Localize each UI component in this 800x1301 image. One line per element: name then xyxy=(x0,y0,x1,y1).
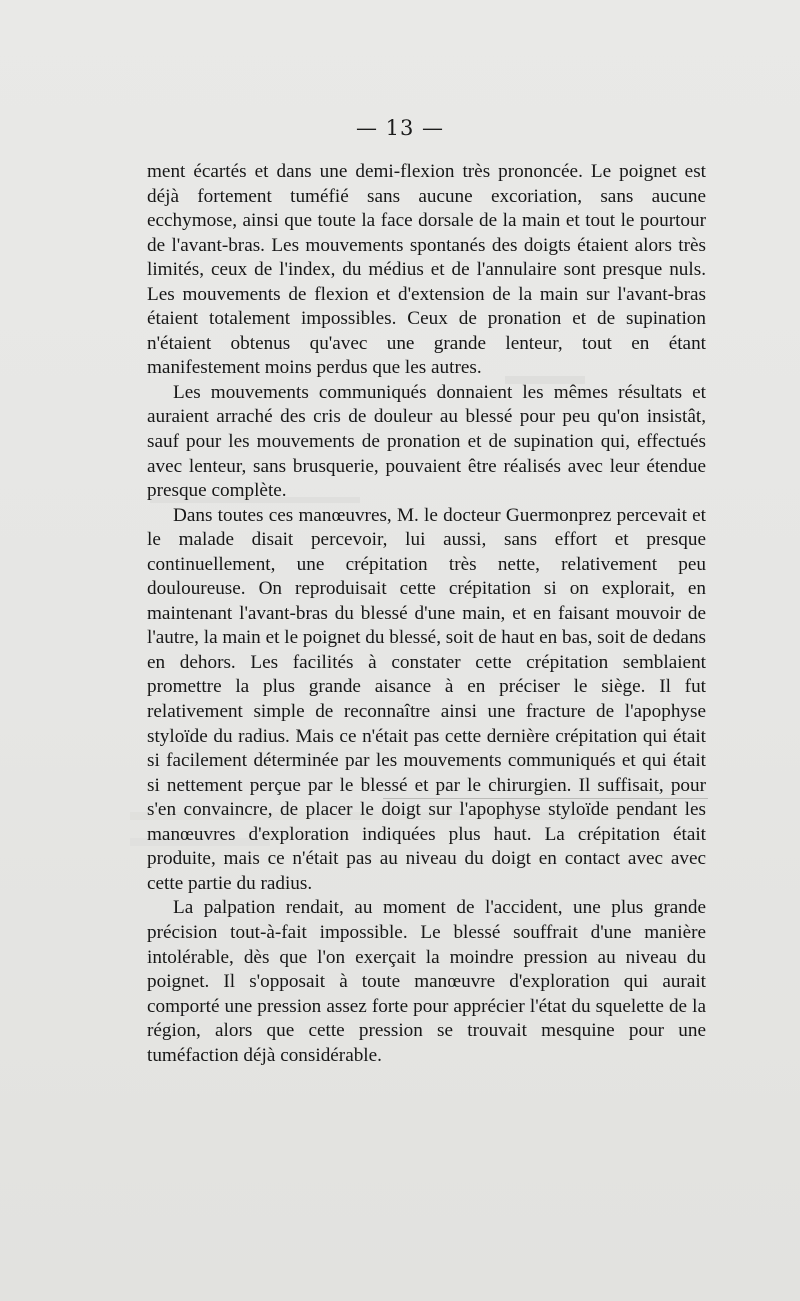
body-text xyxy=(147,160,706,1068)
footnote-divider xyxy=(383,798,708,799)
paragraph: Les mouvements communiqués donnaient les mêmes résultats et auraient arraché des cris de douleur au blessé pour peu qu'on insistât, sauf pour les mouvements de pronation et de supination qui, effectués avec lenteur, sans brusquerie, pouvaient être réalisés avec leur étendue presque complète. xyxy=(147,381,706,502)
page-number: — 13 — xyxy=(355,116,445,140)
paragraph: La palpation rendait, au moment de l'accident, une plus grande précision tout-à-fait impossible. Le blessé souffrait d'une manière intolérable, dès que l'on exerçait la moindre pression au niveau du poignet. Il s'opposait à toute manœuvre d'exploration qui aurait comporté une pression assez forte pour apprécier l'état du squelette de la région, alors que cette pression se trouvait mesquine pour une tuméfaction déjà considérable. xyxy=(147,897,706,1066)
paragraph: Dans toutes ces manœuvres, M. le docteur Guermonprez percevait et le malade disait percevoir, lui aussi, sans effort et presque continuellement, une crépitation très nette, relativement peu douloureuse. On reproduisait cette crépitation si on explorait, en maintenant l'avant-bras du blessé d'une main, et en faisant mouvoir de l'autre, la main et le poignet du blessé, soit de haut en bas, soit de dedans en dehors. Les facilités à constater cette crépitation semblaient promettre la plus grande aisance à en préciser le siège. Il fut relativement simple de reconnaître ainsi une fracture de l'apophyse styloïde du radius. Mais ce n'était pas cette dernière crépitation qui était si facilement déterminée par les mouvements communiqués et qui était si nettement perçue par le blessé et par le chirurgien. Il suffisait, pour s'en convaincre, de placer le doigt sur l'apophyse styloïde pendant les manœuvres d'exploration indiquées plus haut. La crépitation était produite, mais ce n'était pas au niveau du doigt en contact avec avec cette partie du radius. xyxy=(147,504,706,894)
paragraph: ment écartés et dans une demi-flexion très prononcée. Le poignet est déjà fortement tuméfié sans aucune excoriation, sans aucune ecchymose, ainsi que toute la face dorsale de la main et tout le pourtour de l'avant-bras. Les mouvements spontanés des doigts étaient alors très limités, ceux de l'index, du médius et de l'annulaire sont presque nuls. Les mouvements de flexion et d'extension de la main sur l'avant-bras étaient totalement impossibles. Ceux de pronation et de supination n'étaient obtenus qu'avec une grande lenteur, tout en étant manifestement moins perdus que les autres. xyxy=(147,161,706,379)
